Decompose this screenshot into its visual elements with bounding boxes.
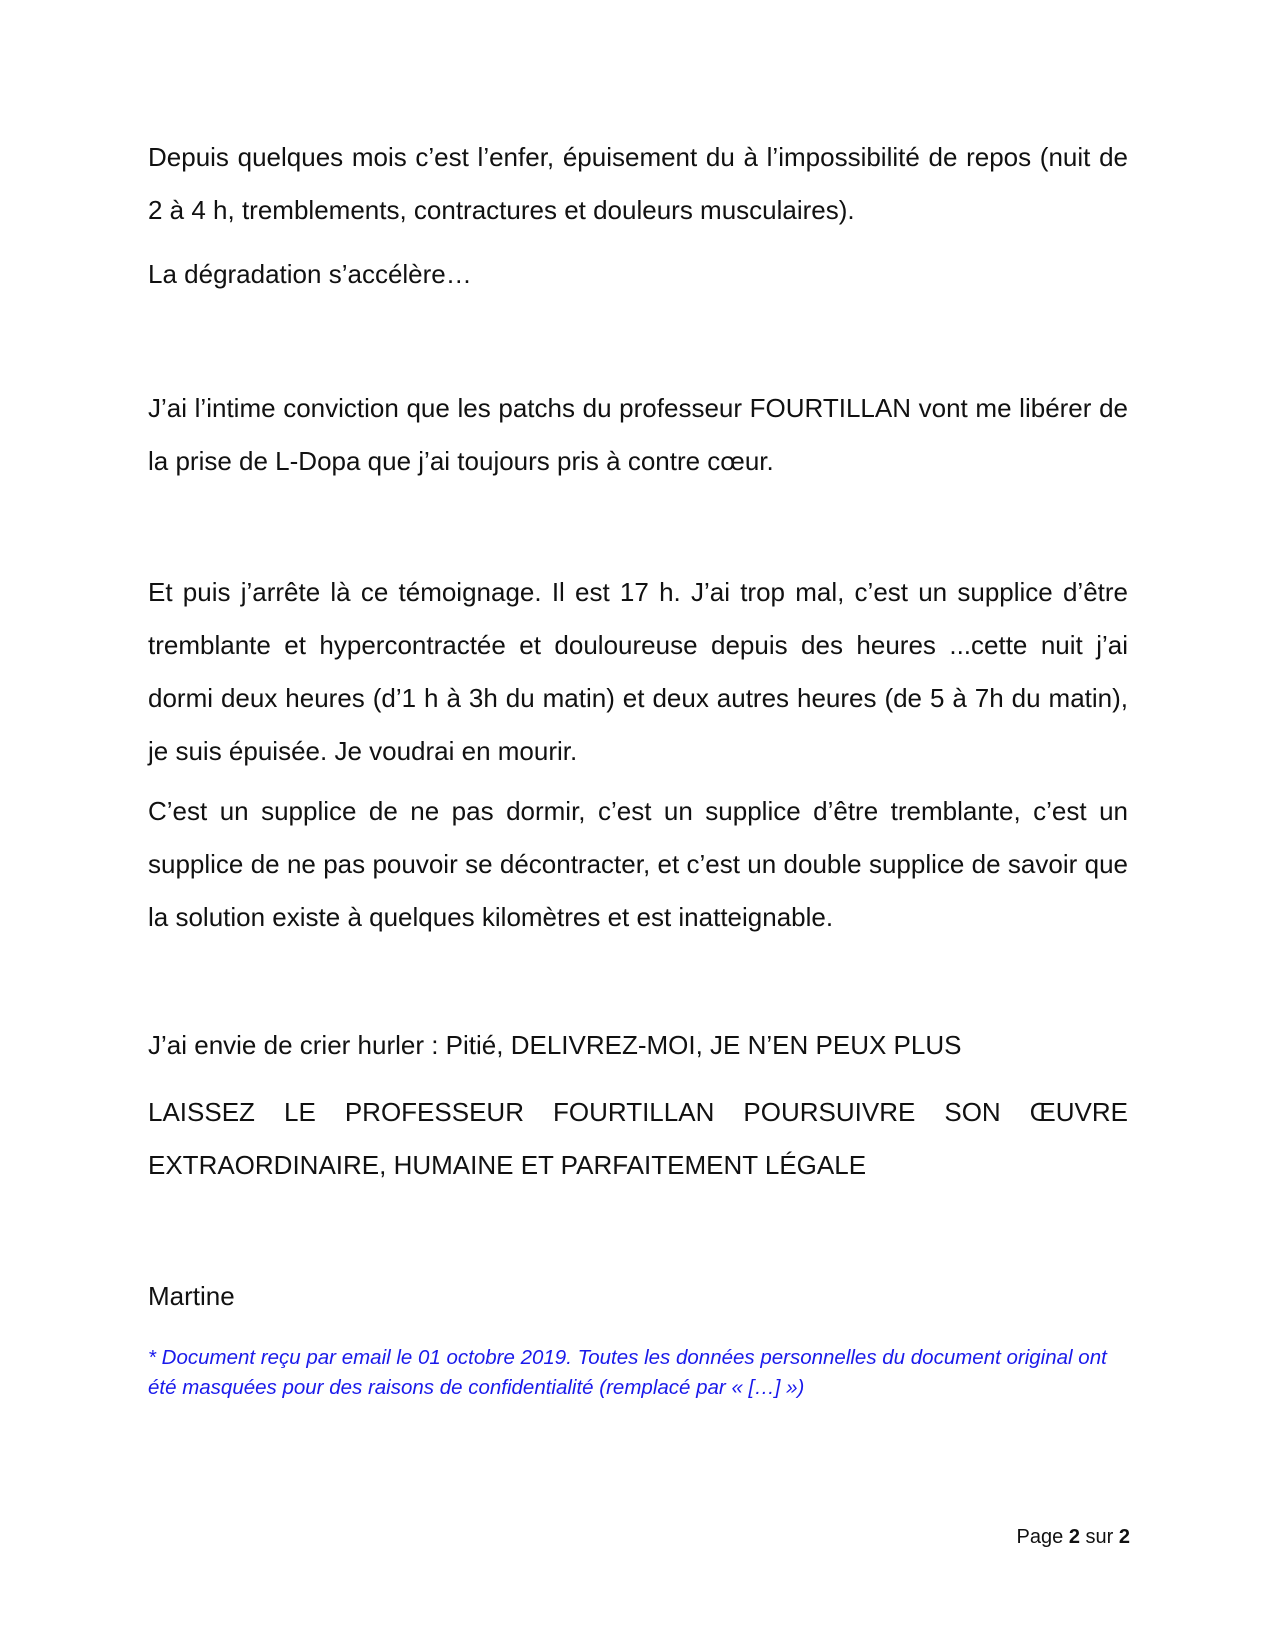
paragraph-degradation: La dégradation s’accélère…	[148, 259, 472, 289]
signature-name: Martine	[148, 1281, 235, 1311]
confidentiality-note: * Document reçu par email le 01 octobre 2019. Toutes les données personnelles du document original ont été masquées pour des raisons de confidentialité (remplacé par « […] »)	[148, 1346, 1107, 1399]
page-total: 2	[1118, 1526, 1130, 1548]
page-label: Page	[1016, 1526, 1064, 1548]
paragraph-conviction: J’ai l’intime conviction que les patchs du professeur FOURTILLAN vont me libérer de la prise de L-Dopa que j’ai toujours pris à contre cœur.	[148, 393, 1128, 476]
page-number: 2	[1068, 1526, 1080, 1548]
paragraph-exhaustion: Depuis quelques mois c’est l’enfer, épuisement du à l’impossibilité de repos (nuit de 2 à 4 h, tremblements, contractures et douleurs musculaires).	[148, 142, 1128, 225]
page-of-label: sur	[1085, 1526, 1114, 1548]
paragraph-cry: J’ai envie de crier hurler : Pitié, DELIVREZ-MOI, JE N’EN PEUX PLUS	[148, 1030, 962, 1060]
paragraph-testimony-end: Et puis j’arrête là ce témoignage. Il est 17 h. J’ai trop mal, c’est un supplice d’être tremblante et hypercontractée et douloureuse depuis des heures ...cette nuit j’ai dormi deux heures (d’1 h à 3h du matin) et deux autres heures (de 5 à 7h du matin), je suis épuisée. Je voudrai en mourir.	[148, 577, 1128, 766]
page-footer	[1017, 1524, 1130, 1550]
paragraph-supplice: C’est un supplice de ne pas dormir, c’est un supplice d’être tremblante, c’est un supplice de ne pas pouvoir se décontracter, et c’est un double supplice de savoir que la solution existe à quelques kilomètres et est inatteignable.	[148, 796, 1128, 932]
paragraph-appeal: LAISSEZ LE PROFESSEUR FOURTILLAN POURSUIVRE SON ŒUVRE EXTRAORDINAIRE, HUMAINE ET PARFAITEMENT LÉGALE	[148, 1097, 1128, 1180]
